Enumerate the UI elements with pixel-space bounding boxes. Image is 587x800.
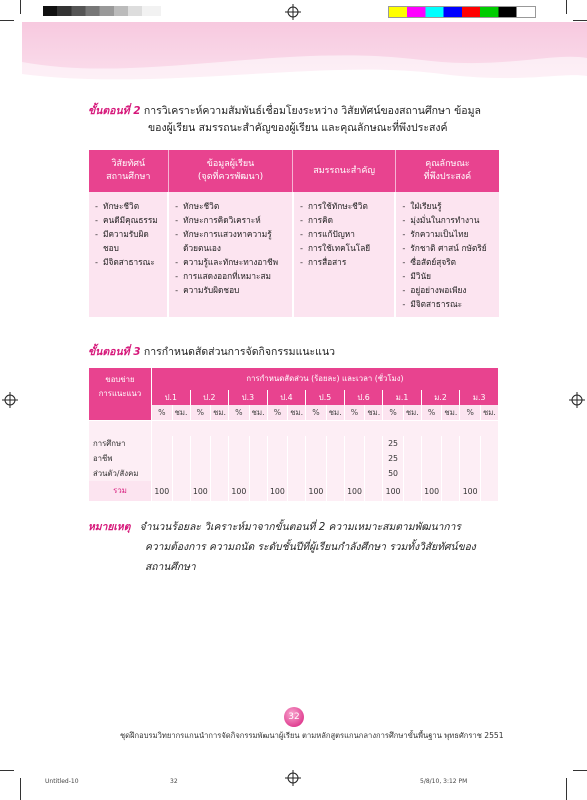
table-row: [89, 451, 499, 466]
hours-header: ชม.: [442, 405, 460, 421]
list-item: - ทักษะชีวิต: [95, 199, 161, 213]
total-value: 100: [229, 481, 250, 501]
slug-date: 5/8/10, 3:12 PM: [420, 778, 468, 785]
vision-list: [89, 192, 168, 317]
grade-header: ป.5: [306, 390, 345, 405]
list-item: - ความรับผิดชอบ: [175, 283, 286, 297]
crop-mark: [573, 20, 587, 21]
list-item: - การสื่อสาร: [300, 255, 388, 269]
list-item: - ใฝ่เรียนรู้: [402, 199, 493, 213]
percent-header: %: [306, 405, 327, 421]
list-item: - อยู่อย่างพอเพียง: [402, 283, 493, 297]
crop-mark: [0, 770, 14, 771]
hours-header: ชม.: [288, 405, 306, 421]
header-band: [22, 22, 587, 88]
list-item: - ทักษะชีวิต: [175, 199, 286, 213]
note-block: [88, 517, 518, 577]
list-item: - การแสดงออกที่เหมาะสม: [175, 269, 286, 283]
list-item: - รักชาติ ศาสน์ กษัตริย์: [402, 241, 493, 255]
total-label: รวม: [89, 481, 152, 501]
registration-mark-icon: [285, 770, 301, 786]
hours-header: ชม.: [365, 405, 383, 421]
percent-header: %: [421, 405, 442, 421]
percent-header: %: [190, 405, 211, 421]
header-wave-decoration: [22, 22, 587, 88]
hours-header: ชม.: [326, 405, 344, 421]
scope-label: การศึกษา: [89, 436, 152, 451]
percent-value: 25: [383, 436, 404, 451]
hours-header: ชม.: [403, 405, 421, 421]
registration-mark-icon: [2, 392, 18, 408]
proportion-table: [89, 368, 499, 501]
slug-filename: Untitled-10: [45, 778, 79, 785]
learner-data-list: [168, 192, 293, 317]
total-row: [89, 481, 499, 501]
list-item: - การคิด: [300, 213, 388, 227]
proportion-span-header: การกำหนดสัดส่วน (ร้อยละ) และเวลา (ชั่วโมง): [152, 368, 499, 390]
list-item: - มีความรับผิดชอบ: [95, 227, 161, 255]
list-item: - ความรู้และทักษะทางอาชีพ: [175, 255, 286, 269]
registration-mark-icon: [285, 4, 301, 20]
table-row: [89, 436, 499, 451]
total-value: 100: [344, 481, 365, 501]
table-row: [89, 192, 499, 317]
list-item: - การแก้ปัญหา: [300, 227, 388, 241]
percent-value: 25: [383, 451, 404, 466]
slug-page: 32: [170, 778, 178, 785]
hours-header: ชม.: [211, 405, 229, 421]
header-competency: สมรรถนะสำคัญ: [293, 150, 395, 192]
percent-value: 50: [383, 466, 404, 481]
list-item: - มีจิตสาธารณะ: [402, 297, 493, 311]
list-item: - ทักษะการคิดวิเคราะห์: [175, 213, 286, 227]
step3-text: การกำหนดสัดส่วนการจัดกิจกรรมแนะแนว: [143, 346, 336, 358]
crop-mark: [566, 778, 567, 800]
hours-header: ชม.: [480, 405, 498, 421]
grade-header: ป.2: [190, 390, 229, 405]
scope-header: ขอบข่าย การแนะแนว: [89, 368, 152, 405]
grayscale-bar: [43, 6, 161, 16]
characteristics-list: [395, 192, 499, 317]
step2-heading: [88, 103, 508, 137]
table-row: [89, 466, 499, 481]
note-line3: สถานศึกษา: [145, 561, 196, 573]
header-learner-data: ข้อมูลผู้เรียน (จุดที่ควรพัฒนา): [168, 150, 293, 192]
step2-text-line1: การวิเคราะห์ความสัมพันธ์เชื่อมโยงระหว่าง วิสัยทัศน์ของสถานศึกษา ข้อมูล: [143, 105, 481, 117]
grade-header: ม.2: [421, 390, 460, 405]
header-vision: วิสัยทัศน์ สถานศึกษา: [89, 150, 168, 192]
table-header-row: [89, 150, 499, 192]
scope-label: อาชีพ: [89, 451, 152, 466]
crop-mark: [20, 778, 21, 800]
note-label: หมายเหตุ: [88, 521, 131, 533]
grade-header: ป.4: [267, 390, 306, 405]
list-item: - รักความเป็นไทย: [402, 227, 493, 241]
list-item: - คนดีมีคุณธรรม: [95, 213, 161, 227]
step2-text-line2: ของผู้เรียน สมรรถนะสำคัญของผู้เรียน และคุณลักษณะที่พึงประสงค์: [148, 122, 448, 134]
footer-text: ชุดฝึกอบรมวิทยากรแกนนำการจัดกิจกรรมพัฒนาผู้เรียน ตามหลักสูตรแกนกลางการศึกษาขั้นพื้นฐาน พุทธศักราช 2551: [120, 731, 504, 740]
crop-mark: [20, 0, 21, 14]
crop-mark: [0, 20, 14, 21]
color-bar: [388, 6, 536, 18]
total-value: 100: [383, 481, 404, 501]
linkage-table: [89, 150, 499, 317]
percent-header: %: [152, 405, 173, 421]
percent-header: %: [229, 405, 250, 421]
step3-heading: [88, 344, 508, 361]
step3-label: ขั้นตอนที่ 3: [88, 346, 141, 358]
note-line2: ความต้องการ ความถนัด ระดับชั้นปีที่ผู้เรียนกำลังศึกษา รวมทั้งวิสัยทัศน์ของ: [145, 541, 476, 553]
total-value: 100: [152, 481, 173, 501]
percent-header: %: [460, 405, 481, 421]
total-value: 100: [460, 481, 481, 501]
page-number-badge: 32: [284, 707, 304, 727]
list-item: - มุ่งมั่นในการทำงาน: [402, 213, 493, 227]
total-value: 100: [190, 481, 211, 501]
list-item: - การใช้ทักษะชีวิต: [300, 199, 388, 213]
grade-header: ป.1: [152, 390, 191, 405]
grade-header: ม.3: [460, 390, 499, 405]
total-value: 100: [421, 481, 442, 501]
total-value: 100: [267, 481, 288, 501]
crop-mark: [573, 770, 587, 771]
grade-header: ม.1: [383, 390, 422, 405]
grade-header: ป.6: [344, 390, 383, 405]
list-item: - ซื่อสัตย์สุจริต: [402, 255, 493, 269]
crop-mark: [566, 0, 567, 14]
hours-header: ชม.: [172, 405, 190, 421]
header-characteristics: คุณลักษณะ ที่พึงประสงค์: [395, 150, 499, 192]
list-item: - มีวินัย: [402, 269, 493, 283]
hours-header: ชม.: [249, 405, 267, 421]
list-item: - มีจิตสาธารณะ: [95, 255, 161, 269]
step2-label: ขั้นตอนที่ 2: [88, 105, 141, 117]
registration-mark-icon: [569, 392, 585, 408]
percent-header: %: [383, 405, 404, 421]
list-item: - ทักษะการแสวงหาความรู้ด้วยตนเอง: [175, 227, 286, 255]
percent-header: %: [344, 405, 365, 421]
competency-list: [293, 192, 395, 317]
grade-header: ป.3: [229, 390, 268, 405]
scope-label: ส่วนตัว/สังคม: [89, 466, 152, 481]
list-item: - การใช้เทคโนโลยี: [300, 241, 388, 255]
note-line1: จำนวนร้อยละ วิเคราะห์มาจากขั้นตอนที่ 2 ความเหมาะสมตามพัฒนาการ: [139, 521, 461, 533]
total-value: 100: [306, 481, 327, 501]
percent-header: %: [267, 405, 288, 421]
